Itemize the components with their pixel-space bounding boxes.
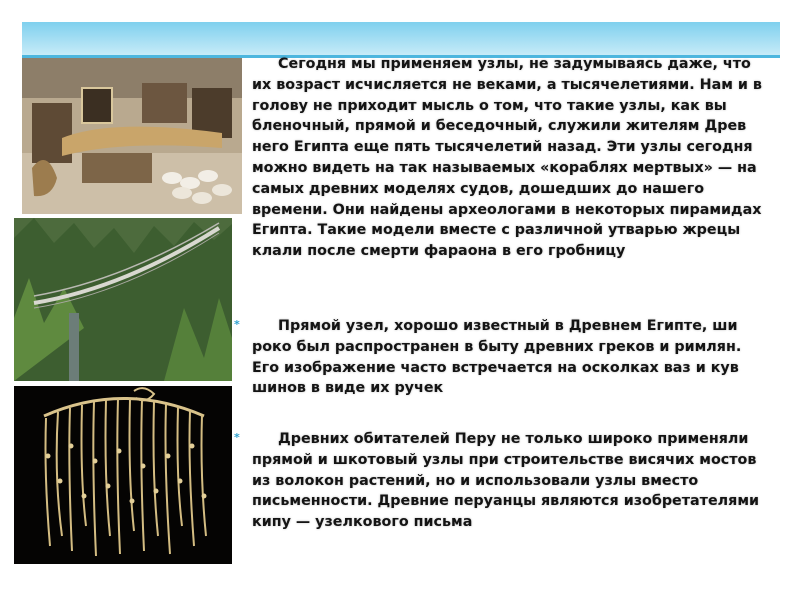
paragraph-1-text: Сегодня мы применяем узлы, не задумываясь даже, что их возраст исчисляется не веками, а тысячелетиями. Нам и в голову не приходит мысль о том, что такие узлы, как вы бленочный, прямой и беседочный, служили жителям Древ него Египта еще пять тысячелетий назад. Эти узлы сегодня можно видеть на так называемых «кораблях мертвых» — на самых древних моделях судов, дошедших до нашего времени. Они найдены археологами в некоторых пирамидах Египта. Такие модели вместе с различной утварью жрецы клали после смерти фараона в его гробницу — [252, 56, 762, 260]
paragraph-3-text: Древних обитателей Перу не только широко применяли прямой и шкотовый узлы при строительстве висячих мостов из волокон растений, но и использовали узлы вместо письменности. Древние перуанцы являются изобретателями кипу — узелкового письма — [252, 431, 760, 531]
suspension-bridge-photo — [14, 218, 232, 381]
paragraph-egypt-knots — [252, 54, 772, 262]
paragraph-2-text: Прямой узел, хорошо известный в Древнем Египте, ши роко был распространен в быту древних греков и римлян. Его изображение часто встречается на осколках ваз и кув шинов в виде их ручек — [252, 318, 742, 397]
quipu-photo — [14, 386, 232, 564]
paragraph-square-knot — [252, 316, 772, 399]
bullet-marker: * — [234, 431, 240, 444]
egyptian-artifacts-photo — [22, 58, 242, 214]
top-accent-band — [22, 22, 780, 56]
bullet-marker: * — [234, 318, 240, 331]
paragraph-peru-quipu — [252, 429, 772, 533]
